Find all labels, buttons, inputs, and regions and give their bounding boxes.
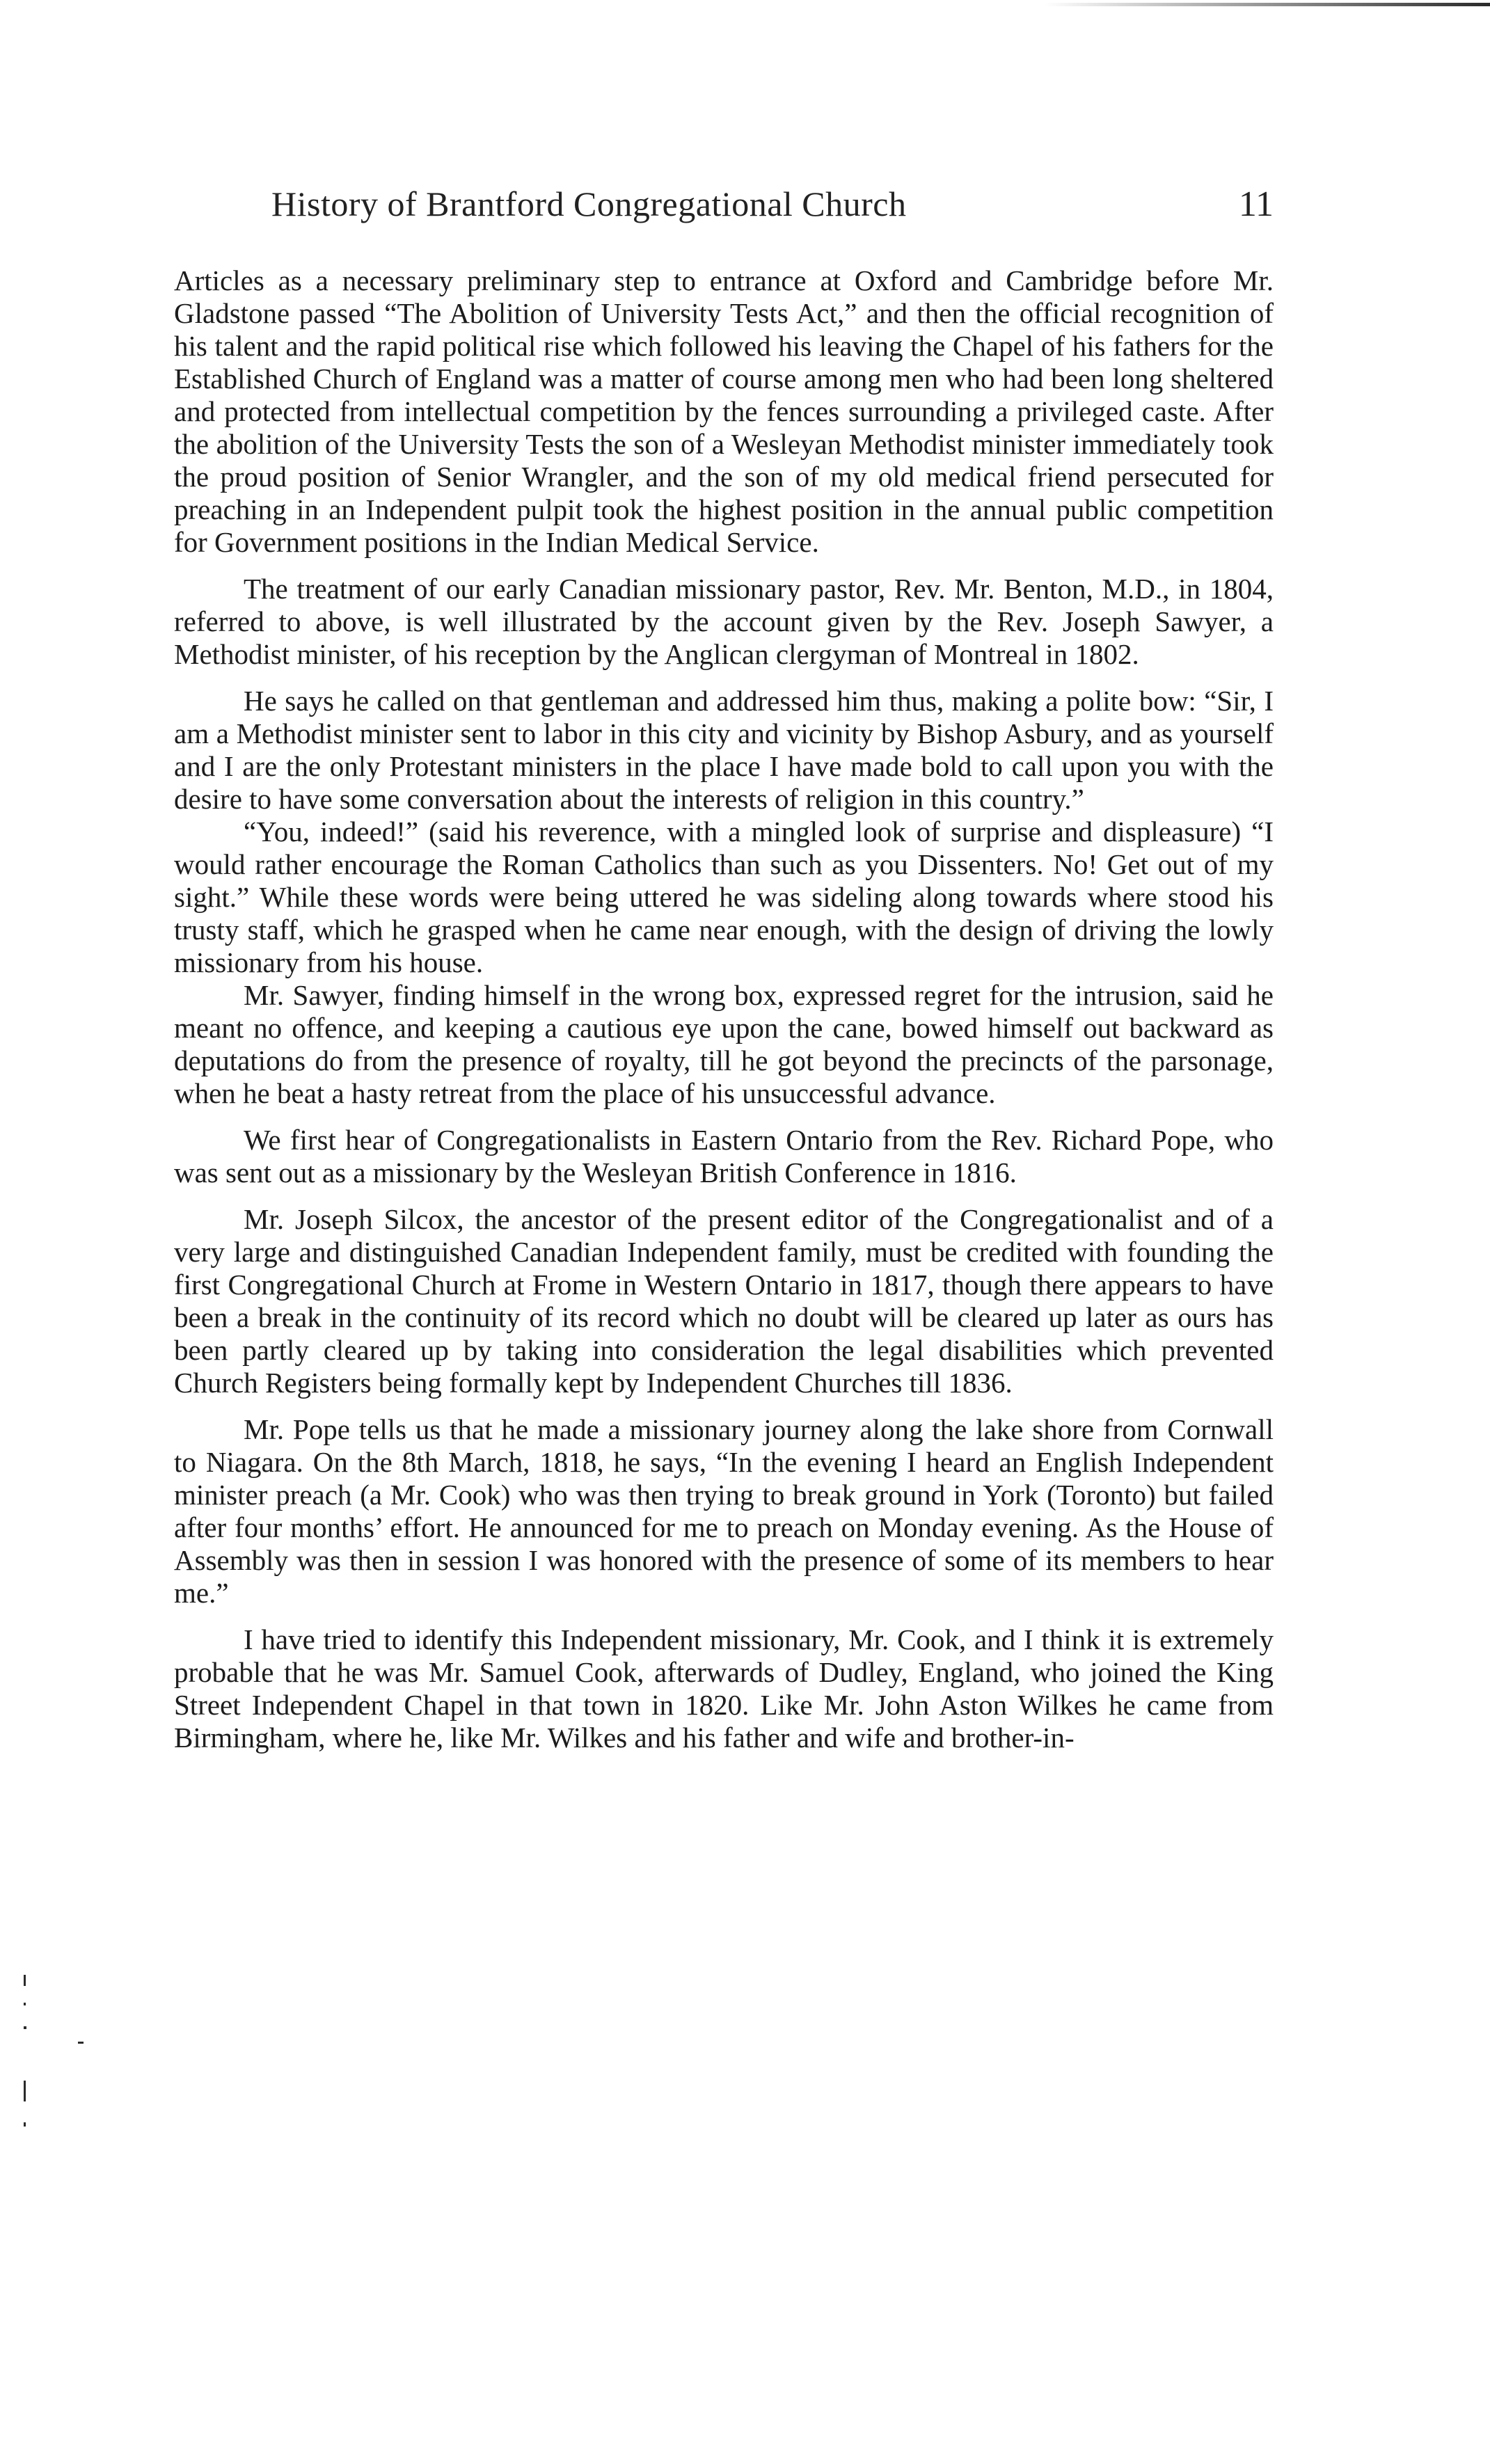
top-scan-rule bbox=[1045, 3, 1490, 6]
paragraph: Mr. Pope tells us that he made a missionary journey along the lake shore from Cornwall to Niagara. On the 8th March, 1818, he says, “In the evening I heard an English Independent minister preach (a Mr. Cook) who was then trying to break ground in York (Toronto) but failed after four months’ effort. He announced for me to preach on Monday evening. As the House of Assembly was then in session I was honored with the presence of some of its members to hear me.” bbox=[174, 1413, 1274, 1609]
body-text bbox=[174, 264, 1274, 1768]
margin-mark bbox=[78, 2042, 84, 2044]
paragraph: Mr. Joseph Silcox, the ancestor of the present editor of the Congregationalist and of a very large and distinguished Canadian Independent family, must be credited with founding the first Congregational Church at Frome in Western Ontario in 1817, though there appears to have been a break in the continuity of its record which no doubt will be cleared up later as ours has been partly cleared up by taking into consideration the legal disabilities which prevented Church Registers being formally kept by Independent Churches till 1836. bbox=[174, 1203, 1274, 1399]
running-title: History of Brantford Congregational Church bbox=[271, 184, 907, 223]
paragraph: He says he called on that gentleman and addressed him thus, making a polite bow: “Sir, I am a Methodist minister sent to labor in this city and vicinity by Bishop Asbury, and as yourself and I are the only Protestant ministers in the place I have made bold to call upon you with the desire to have some conversation about the interests of religion in this country.” bbox=[174, 685, 1274, 815]
page-number: 11 bbox=[1238, 184, 1274, 224]
paragraph: The treatment of our early Canadian missionary pastor, Rev. Mr. Benton, M.D., in 1804, referred to above, is well illustrated by the account given by the Rev. Joseph Sawyer, a Methodist minister, of his reception by the Anglican clergyman of Montreal in 1802. bbox=[174, 573, 1274, 670]
margin-mark bbox=[24, 2081, 26, 2101]
margin-mark bbox=[24, 2003, 26, 2005]
paragraph: Mr. Sawyer, finding himself in the wrong box, expressed regret for the intrusion, said he meant no offence, and keeping a cautious eye upon the cane, bowed himself out backward as deputations do from the presence of royalty, till he got beyond the precincts of the parsonage, when he beat a hasty retreat from the place of his unsuccessful advance. bbox=[174, 979, 1274, 1109]
paragraph: I have tried to identify this Independent missionary, Mr. Cook, and I think it is extremely probable that he was Mr. Samuel Cook, afterwards of Dudley, England, who joined the King Street Independent Chapel in that town in 1820. Like Mr. John Aston Wilkes he came from Birmingham, where he, like Mr. Wilkes and his father and wife and brother-in- bbox=[174, 1623, 1274, 1754]
paragraph: “You, indeed!” (said his reverence, with a mingled look of surprise and displeasure) “I would rather encourage the Roman Catholics than such as you Dissenters. No! Get out of my sight.” While these words were being uttered he was sideling along towards where stood his trusty staff, which he grasped when he came near enough, with the design of driving the lowly missionary from his house. bbox=[174, 816, 1274, 978]
running-head bbox=[271, 184, 1274, 239]
margin-mark bbox=[24, 1975, 26, 1986]
margin-mark bbox=[24, 2026, 26, 2029]
paragraph: We first hear of Congregationalists in Eastern Ontario from the Rev. Richard Pope, who was sent out as a missionary by the Wesleyan British Conference in 1816. bbox=[174, 1124, 1274, 1189]
margin-mark bbox=[24, 2122, 26, 2127]
paragraph: Articles as a necessary preliminary step to entrance at Oxford and Cambridge before Mr. Gladstone passed “The Abolition of University Tests Act,” and then the official recognition of his talent and the rapid political rise which followed his leaving the Chapel of his fathers for the Established Church of England was a matter of course among men who had been long sheltered and protected from intellectual competition by the fences surrounding a privileged caste. After the abolition of the University Tests the son of a Wesleyan Methodist minister immediately took the proud position of Senior Wrangler, and the son of my old medical friend persecuted for preaching in an Independent pulpit took the highest position in the annual public competition for Government positions in the Indian Medical Service. bbox=[174, 264, 1274, 558]
